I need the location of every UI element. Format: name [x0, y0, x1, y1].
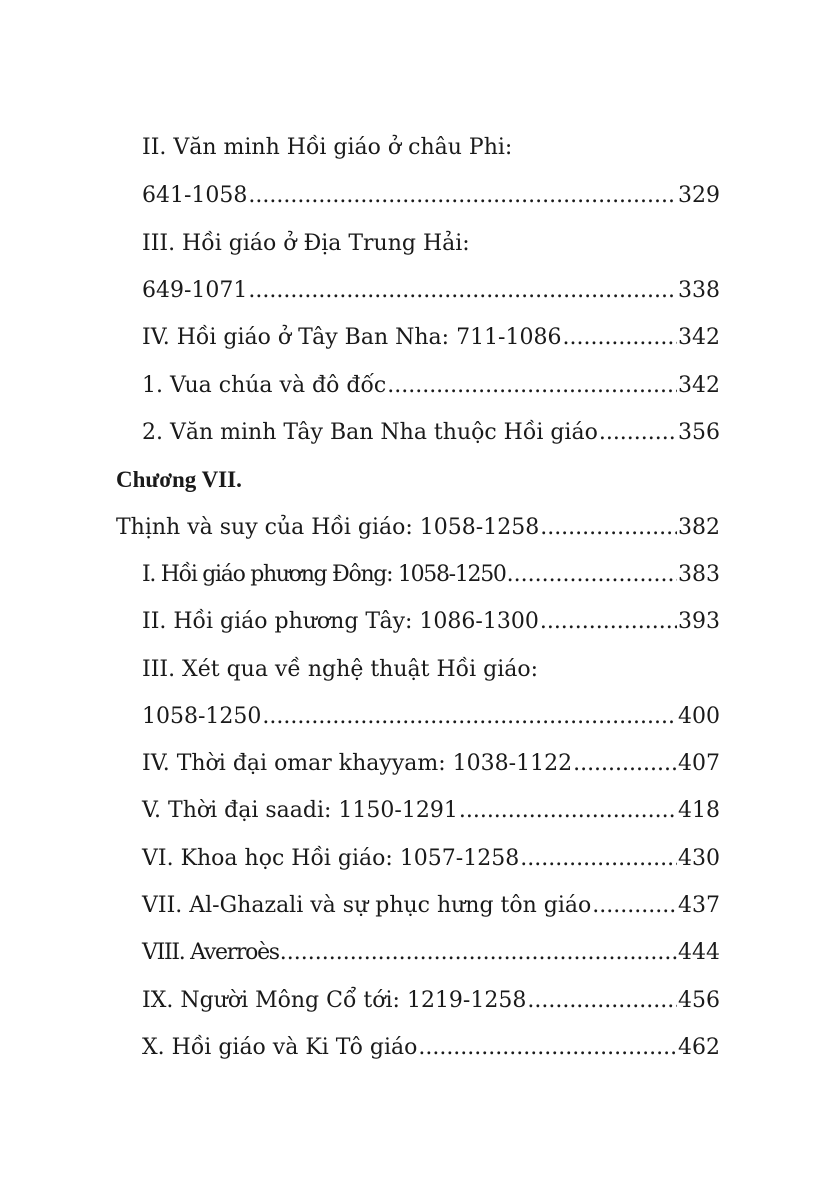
toc-entry-page: 400: [678, 704, 720, 729]
toc-entry-title: II. Hồi giáo phương Tây: 1086-1300: [142, 609, 539, 634]
dot-leader: [280, 935, 677, 971]
toc-entry: [142, 557, 720, 593]
toc-entry-page: 407: [678, 751, 720, 776]
toc-entry: [142, 368, 720, 404]
toc-entry-page: 437: [678, 893, 720, 918]
toc-entry-title: III. Xét qua về nghệ thuật Hồi giáo:: [142, 657, 539, 682]
dot-leader: [387, 368, 677, 404]
dot-leader: [507, 557, 677, 593]
toc-entry-page: 383: [678, 562, 720, 587]
toc-entry-title: III. Hồi giáo ở Địa Trung Hải:: [142, 231, 470, 256]
dot-leader: [540, 604, 677, 640]
toc-entry: [142, 793, 720, 829]
toc-entry-title: VI. Khoa học Hồi giáo: 1057-1258: [142, 846, 520, 871]
toc-entry: [142, 841, 720, 877]
toc-entry: [142, 983, 720, 1019]
toc-entry-page: 356: [678, 420, 720, 445]
toc-entry-title: V. Thời đại saadi: 1150-1291: [142, 798, 458, 823]
toc-entry-page: 462: [678, 1035, 720, 1060]
toc-entry-page: 444: [678, 940, 720, 965]
toc-entry: [142, 652, 720, 688]
dot-leader: [540, 510, 677, 546]
toc-entry: [142, 226, 720, 262]
toc-entry-title: 649-1071: [142, 278, 248, 303]
toc-entry: [142, 888, 720, 924]
toc-entry-title: 641-1058: [142, 183, 248, 208]
dot-leader: [248, 273, 677, 309]
toc-entry: [142, 320, 720, 356]
toc-entry: [142, 699, 720, 735]
dot-leader: [248, 178, 677, 214]
toc-entry-title: 1. Vua chúa và đô đốc: [142, 373, 387, 398]
toc-entry-page: 418: [678, 798, 720, 823]
dot-leader: [262, 699, 677, 735]
toc-entry: [142, 746, 720, 782]
toc-entry: [142, 415, 720, 451]
toc-entry: [142, 273, 720, 309]
toc-entry-title: IV. Thời đại omar khayyam: 1038-1122: [142, 751, 573, 776]
dot-leader: [527, 983, 677, 1019]
toc-entry-page: 393: [678, 609, 720, 634]
toc-entry-title: VII. Al-Ghazali và sự phục hưng tôn giáo: [142, 893, 592, 918]
toc-entry-page: 342: [678, 325, 720, 350]
toc-entry-title: II. Văn minh Hồi giáo ở châu Phi:: [142, 135, 513, 160]
chapter-heading: Chương VII.: [116, 467, 242, 492]
toc-entry-title: 1058-1250: [142, 704, 262, 729]
toc-entry: [142, 604, 720, 640]
toc-entry-page: 329: [678, 183, 720, 208]
toc-entry-page: 430: [678, 846, 720, 871]
toc-entry-title: X. Hồi giáo và Ki Tô giáo: [142, 1035, 418, 1060]
toc-entry: [142, 935, 720, 971]
toc-entry: [142, 1030, 720, 1066]
toc-entry-page: 342: [678, 373, 720, 398]
dot-leader: [599, 415, 677, 451]
chapter-title-entry: [116, 510, 720, 546]
toc-entry-title: VIII. Averroès: [142, 940, 279, 965]
dot-leader: [562, 320, 677, 356]
chapter-title-page: 382: [678, 515, 720, 540]
dot-leader: [573, 746, 677, 782]
dot-leader: [459, 793, 677, 829]
toc-entry: [142, 178, 720, 214]
dot-leader: [520, 841, 677, 877]
toc-entry-page: 338: [678, 278, 720, 303]
chapter-title: Thịnh và suy của Hồi giáo: 1058-1258: [116, 515, 540, 540]
dot-leader: [418, 1030, 677, 1066]
toc-entry-title: 2. Văn minh Tây Ban Nha thuộc Hồi giáo: [142, 420, 598, 445]
toc-entry-title: IV. Hồi giáo ở Tây Ban Nha: 711-1086: [142, 325, 562, 350]
toc-entry-title: IX. Người Mông Cổ tới: 1219-1258: [142, 988, 527, 1013]
toc-entry-page: 456: [678, 988, 720, 1013]
toc-entry-title: I. Hồi giáo phương Đông: 1058-1250: [142, 562, 506, 587]
dot-leader: [592, 888, 677, 924]
toc-entry: [142, 130, 720, 166]
